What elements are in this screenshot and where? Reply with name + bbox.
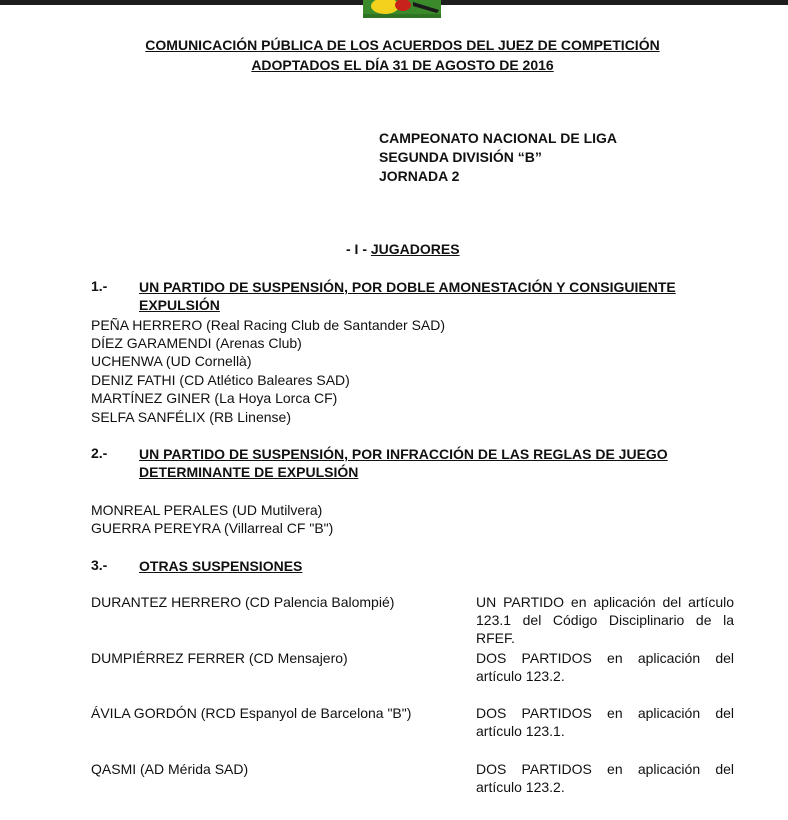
sanction-player: ÁVILA GORDÓN (RCD Espanyol de Barcelona "B") (91, 705, 412, 721)
sanction-player: QASMI (AD Mérida SAD) (91, 761, 249, 777)
sanction-player: DURANTEZ HERRERO (CD Palencia Balompié) (91, 594, 395, 610)
list-item: GUERRA PEREYRA (Villarreal CF "B") (91, 520, 334, 536)
list-item: DÍEZ GARAMENDI (Arenas Club) (91, 335, 302, 351)
sanction-text: UN PARTIDO en aplicación del artículo 123.1 del Código Disciplinario de la RFEF. (476, 594, 734, 646)
section-heading (346, 241, 460, 257)
heading-2-number: 2.- (91, 445, 108, 461)
list-item: MARTÍNEZ GINER (La Hoya Lorca CF) (91, 390, 338, 406)
list-item: SELFA SANFÉLIX (RB Linense) (91, 409, 291, 425)
list-item: DENIZ FATHI (CD Atlético Baleares SAD) (91, 372, 350, 388)
list-item: MONREAL PERALES (UD Mutilvera) (91, 502, 323, 518)
sanction-text: DOS PARTIDOS en aplicación del artículo 123.2. (476, 761, 734, 795)
heading-3-title: OTRAS SUSPENSIONES (139, 558, 303, 574)
federation-logo-icon (363, 0, 441, 18)
section-prefix: - I - (346, 241, 371, 257)
heading-1-title: UN PARTIDO DE SUSPENSIÓN, POR DOBLE AMONESTACIÓN Y CONSIGUIENTE EXPULSIÓN (139, 279, 676, 313)
section-title: JUGADORES (370, 241, 460, 257)
document-title-line-2: ADOPTADOS EL DÍA 31 DE AGOSTO DE 2016 (251, 57, 554, 73)
heading-1-number: 1.- (91, 278, 108, 294)
championship-round: JORNADA 2 (379, 168, 460, 184)
heading-3-number: 3.- (91, 557, 108, 573)
sanction-text: DOS PARTIDOS en aplicación del artículo 123.1. (476, 705, 734, 739)
championship-division: SEGUNDA DIVISIÓN “B” (379, 149, 542, 165)
sanction-text: DOS PARTIDOS en aplicación del artículo 123.2. (476, 650, 734, 684)
list-item: PEÑA HERRERO (Real Racing Club de Santander SAD) (91, 317, 446, 333)
sanction-player: DUMPIÉRREZ FERRER (CD Mensajero) (91, 650, 348, 666)
document-title-line-1: COMUNICACIÓN PÚBLICA DE LOS ACUERDOS DEL JUEZ DE COMPETICIÓN (145, 37, 660, 53)
list-item: UCHENWA (UD Cornellà) (91, 353, 252, 369)
championship-name: CAMPEONATO NACIONAL DE LIGA (379, 130, 618, 146)
heading-2-title: UN PARTIDO DE SUSPENSIÓN, POR INFRACCIÓN DE LAS REGLAS DE JUEGO DETERMINANTE DE EXPULSIÓN (139, 446, 668, 480)
